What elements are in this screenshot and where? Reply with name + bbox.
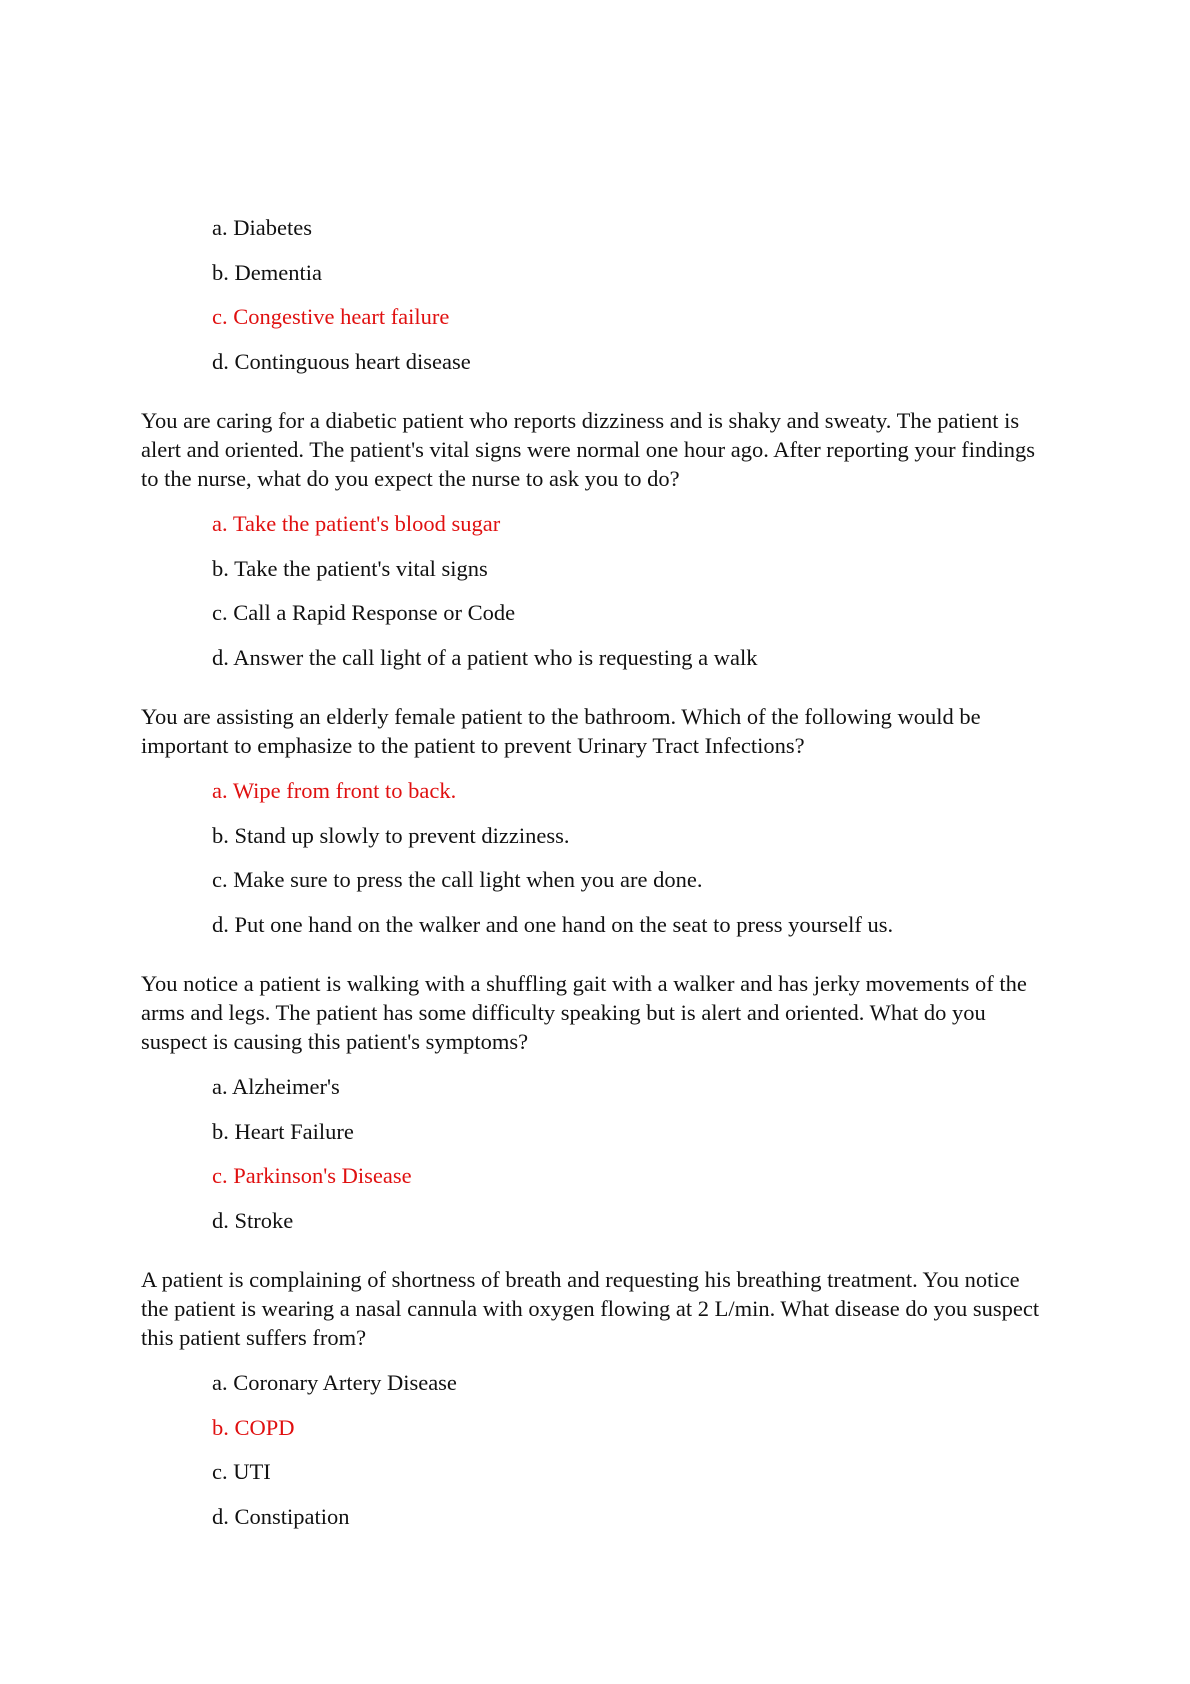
question-text: You are caring for a diabetic patient who reports dizziness and is shaky and sweaty. The patient is alert and oriented. The patient's vital signs were normal one hour ago. After reporting your findings to the nurse, what do you expect the nurse to ask you to do? — [141, 408, 1036, 491]
answer-option-c: c. UTI — [212, 1459, 271, 1484]
question-block-1 — [0, 213, 1190, 1546]
question-text: You notice a patient is walking with a shuffling gait with a walker and has jerky movements of the arms and legs. The patient has some difficulty speaking but is alert and oriented. What do you suspect is causing this patient's symptoms? — [141, 971, 1027, 1054]
answer-option-d: d. Put one hand on the walker and one hand on the seat to press yourself us. — [212, 911, 894, 937]
answer-option-d: d. Stroke — [212, 1207, 294, 1233]
correct-answer-option-a: a. Wipe from front to back. — [212, 778, 457, 803]
answer-option-b: b. Heart Failure — [212, 1118, 354, 1144]
answer-option-c: c. Make sure to press the call light when you are done. — [212, 867, 703, 892]
correct-answer-option-a: a. Take the patient's blood sugar — [212, 511, 501, 536]
answer-option-a: a. Diabetes — [212, 215, 312, 240]
answer-option-a: a. Alzheimer's — [212, 1074, 340, 1099]
answer-option-b: b. Take the patient's vital signs — [212, 555, 488, 581]
answer-option-d: d. Answer the call light of a patient who is requesting a walk — [212, 644, 758, 670]
question-text: A patient is complaining of shortness of breath and requesting his breathing treatment. You notice the patient is wearing a nasal cannula with oxygen flowing at 2 L/min. What disease do you suspect this patient suffers from? — [141, 1267, 1040, 1350]
answer-option-d: d. Constipation — [212, 1503, 350, 1529]
question-text: You are assisting an elderly female patient to the bathroom. Which of the following would be important to emphasize to the patient to prevent Urinary Tract Infections? — [141, 704, 981, 758]
correct-answer-option-b: b. COPD — [212, 1414, 295, 1440]
correct-answer-option-c: c. Parkinson's Disease — [212, 1163, 412, 1188]
correct-answer-option-c: c. Congestive heart failure — [212, 304, 450, 329]
answer-option-a: a. Coronary Artery Disease — [212, 1370, 457, 1395]
answer-option-b: b. Dementia — [212, 259, 322, 285]
answer-option-d: d. Continguous heart disease — [212, 348, 471, 374]
answer-option-b: b. Stand up slowly to prevent dizziness. — [212, 822, 570, 848]
answer-option-c: c. Call a Rapid Response or Code — [212, 600, 516, 625]
